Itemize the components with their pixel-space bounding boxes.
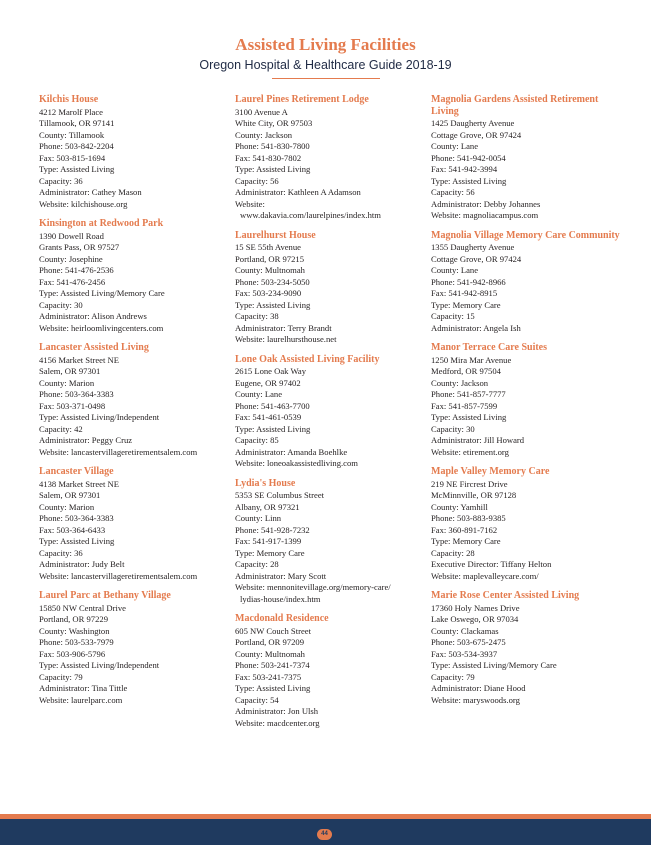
facility-detail-line: Administrator: Diane Hood — [431, 683, 526, 693]
facility-detail-line: Phone: 541-942-0054 — [431, 152, 506, 163]
facility-detail-line: County: Linn — [235, 513, 282, 523]
facility-name: Kilchis House — [39, 94, 99, 105]
facility-detail-line: Type: Assisted Living — [431, 175, 507, 186]
facility-detail-line: Portland, OR 97209 — [235, 637, 304, 647]
facility-detail-line: Website: heirloomlivingcenters.com — [39, 322, 164, 333]
facility-detail-line: 1425 Daugherty Avenue — [431, 118, 515, 128]
facility-detail-line: Website: lancastervillageretirementsalem.com — [39, 570, 198, 581]
facility-entry — [39, 218, 235, 334]
facility-detail-line: Website: — [235, 198, 265, 209]
facility-detail-line: Phone: 541-476-2536 — [39, 265, 114, 275]
facility-name: Marie Rose Center Assisted Living — [431, 590, 580, 601]
facility-detail-line: Fax: 541-857-7599 — [431, 400, 498, 411]
facility-detail-line: Fax: 503-241-7375 — [235, 671, 302, 682]
facility-detail-line: Salem, OR 97301 — [39, 366, 101, 376]
facility-detail-line: Capacity: 36 — [39, 547, 83, 558]
facility-detail-line: County: Yamhill — [431, 501, 488, 512]
facility-column-1 — [39, 94, 235, 714]
facility-detail-line: Website: loneoakassistedliving.com — [235, 458, 358, 468]
facility-detail-line: County: Lane — [431, 141, 479, 151]
facility-detail-line: Capacity: 28 — [431, 547, 475, 558]
facility-detail-line: Fax: 503-364-6433 — [39, 524, 106, 535]
facility-detail-line: 17360 Holy Names Drive — [431, 602, 520, 613]
facility-detail-line: 1355 Daugherty Avenue — [431, 242, 515, 252]
facility-detail-line: 1390 Dowell Road — [39, 230, 104, 241]
facility-detail-line: County: Lane — [235, 389, 283, 399]
facility-entry — [235, 354, 431, 470]
facility-detail-line: Administrator: Peggy Cruz — [39, 435, 133, 445]
facility-detail-line: Lake Oswego, OR 97034 — [431, 614, 519, 624]
facility-detail-line: Fax: 541-942-8915 — [431, 288, 498, 298]
facility-name: Lancaster Assisted Living — [39, 342, 149, 353]
facility-website-continuation: www.dakavia.com/laurelpines/index.htm — [240, 210, 381, 220]
facility-detail-line: County: Multnomah — [235, 648, 305, 659]
facility-detail-line: Phone: 541-942-8966 — [431, 276, 506, 287]
facility-detail-line: Executive Director: Tiffany Helton — [431, 559, 552, 569]
facility-entry — [39, 94, 235, 210]
facility-detail-line: Phone: 541-830-7800 — [235, 141, 310, 151]
facility-entry — [39, 466, 235, 582]
facility-detail-line: Website: macdcenter.org — [235, 717, 320, 728]
facility-detail-line: Grants Pass, OR 97527 — [39, 242, 120, 252]
facility-detail-line: Portland, OR 97229 — [39, 614, 108, 624]
facility-website-continuation: lydias-house/index.htm — [240, 593, 321, 604]
facility-detail-line: Fax: 503-371-0498 — [39, 400, 106, 411]
facility-name: Macdonald Residence — [235, 613, 329, 624]
facility-detail-line: Capacity: 38 — [235, 311, 279, 321]
facility-detail-line: Albany, OR 97321 — [235, 501, 300, 512]
facility-name: Laurelhurst House — [235, 229, 316, 241]
facility-detail-line: Fax: 541-942-3994 — [431, 164, 498, 174]
facility-detail-line: Fax: 541-461-0539 — [235, 412, 302, 422]
facility-detail-line: Type: Assisted Living — [39, 164, 115, 174]
facility-detail-line: County: Multnomah — [235, 265, 305, 275]
facility-name: Lydia's House — [235, 477, 296, 489]
facility-detail-line: Fax: 503-234-9090 — [235, 288, 302, 298]
facility-detail-line: 2615 Lone Oak Way — [235, 366, 306, 376]
facility-detail-line: Type: Assisted Living — [235, 299, 311, 310]
facility-detail-line: Website: lancastervillageretirementsalem.com — [39, 446, 198, 457]
facility-detail-line: Phone: 503-241-7374 — [235, 660, 310, 670]
facility-detail-line: Phone: 541-463-7700 — [235, 400, 310, 411]
facility-detail-line: County: Tillamook — [39, 129, 105, 140]
facility-entry — [431, 466, 627, 582]
facility-detail-line: 15850 NW Central Drive — [39, 602, 126, 613]
facility-detail-line: 4138 Market Street NE — [39, 478, 119, 489]
facility-entry — [431, 94, 627, 222]
facility-detail-line: County: Josephine — [39, 253, 103, 264]
facility-detail-line: Capacity: 28 — [235, 559, 279, 569]
facility-detail-line: Administrator: Amanda Boehlke — [235, 446, 348, 457]
facility-entry — [431, 342, 627, 458]
facility-detail-line: Type: Assisted Living — [235, 683, 311, 693]
facility-detail-line: Type: Assisted Living — [235, 423, 311, 434]
facility-detail-line: Capacity: 30 — [39, 299, 83, 310]
facility-detail-line: Website: laurelparc.com — [39, 694, 123, 705]
facility-detail-line: Type: Assisted Living/Independent — [39, 660, 160, 670]
facility-detail-line: Phone: 503-364-3383 — [39, 389, 114, 399]
facility-detail-line: Administrator: Jill Howard — [431, 435, 525, 445]
facility-name: Lancaster Village — [39, 466, 114, 477]
facility-detail-line: Phone: 503-675-2475 — [431, 637, 506, 647]
facility-detail-line: County: Marion — [39, 377, 95, 388]
facility-detail-line: Fax: 541-476-2456 — [39, 276, 106, 287]
facility-detail-line: Type: Assisted Living — [431, 412, 507, 422]
facility-detail-line: Administrator: Angela Ish — [431, 322, 521, 333]
facility-entry — [431, 590, 627, 706]
facility-name: Maple Valley Memory Care — [431, 466, 550, 477]
facility-detail-line: Phone: 503-842-2204 — [39, 141, 114, 151]
facility-detail-line: Administrator: Judy Belt — [39, 559, 125, 569]
facility-entry — [235, 478, 431, 606]
facility-detail-line: McMinnville, OR 97128 — [431, 490, 517, 500]
facility-name: Magnolia Village Memory Care Community — [431, 229, 620, 241]
facility-detail-line: Administrator: Terry Brandt — [235, 322, 332, 333]
facility-detail-line: Fax: 541-830-7802 — [235, 152, 302, 163]
facility-detail-line: County: Jackson — [235, 129, 293, 140]
facility-detail-line: 1250 Mira Mar Avenue — [431, 354, 512, 365]
facility-detail-line: Phone: 503-364-3383 — [39, 513, 114, 523]
header-divider — [272, 78, 380, 79]
facility-name: Kinsington at Redwood Park — [39, 218, 164, 229]
facility-detail-line: Capacity: 79 — [431, 671, 475, 682]
facility-detail-line: Website: etirement.org — [431, 446, 509, 457]
facility-name: Lone Oak Assisted Living Facility — [235, 353, 380, 365]
facility-detail-line: Cottage Grove, OR 97424 — [431, 253, 522, 264]
facility-detail-line: Type: Assisted Living — [39, 536, 115, 546]
facility-detail-line: Cottage Grove, OR 97424 — [431, 129, 522, 140]
facility-detail-line: Administrator: Debby Johannes — [431, 198, 541, 209]
facility-detail-line: Fax: 503-815-1694 — [39, 152, 106, 163]
facility-detail-line: Medford, OR 97504 — [431, 366, 501, 376]
facility-name: Laurel Parc at Bethany Village — [39, 590, 171, 601]
facility-detail-line: Phone: 503-234-5050 — [235, 276, 310, 287]
facility-detail-line: Type: Memory Care — [431, 299, 501, 310]
facility-column-3 — [431, 94, 627, 714]
facility-detail-line: Type: Memory Care — [431, 536, 501, 546]
facility-detail-line: 15 SE 55th Avenue — [235, 242, 301, 252]
facility-detail-line: Tillamook, OR 97141 — [39, 118, 115, 128]
page-header — [0, 34, 651, 79]
facility-detail-line: Salem, OR 97301 — [39, 490, 101, 500]
facility-detail-line: Phone: 541-928-7232 — [235, 524, 310, 535]
facility-entry — [39, 590, 235, 706]
facility-detail-line: Capacity: 79 — [39, 671, 83, 682]
facility-detail-line: 605 NW Couch Street — [235, 625, 311, 636]
facility-detail-line: Website: mennonitevillage.org/memory-care/ — [235, 582, 391, 592]
facility-entry — [235, 613, 431, 729]
facility-detail-line: Website: magnoliacampus.com — [431, 210, 539, 220]
facility-detail-line: Type: Assisted Living — [235, 164, 311, 174]
facility-detail-line: County: Jackson — [431, 377, 489, 388]
facility-detail-line: Portland, OR 97215 — [235, 253, 304, 264]
facility-detail-line: 3100 Avenue A — [235, 106, 288, 117]
facility-detail-line: Capacity: 30 — [431, 423, 475, 434]
facility-detail-line: Fax: 360-891-7162 — [431, 524, 498, 535]
facility-detail-line: County: Marion — [39, 501, 95, 512]
facility-detail-line: Website: maryswoods.org — [431, 694, 520, 705]
facility-entry — [431, 230, 627, 335]
facility-detail-line: Administrator: Cathey Mason — [39, 187, 142, 197]
facility-detail-line: County: Washington — [39, 625, 110, 636]
page-subtitle: Oregon Hospital & Healthcare Guide 2018-19 — [199, 58, 452, 72]
facility-detail-line: County: Clackamas — [431, 625, 499, 636]
facility-detail-line: Capacity: 56 — [235, 175, 279, 186]
facility-entry — [235, 230, 431, 346]
facility-detail-line: County: Lane — [431, 265, 479, 275]
facility-detail-line: Type: Assisted Living/Memory Care — [431, 660, 557, 670]
facility-detail-line: Phone: 503-883-9385 — [431, 513, 506, 523]
facility-detail-line: Fax: 503-906-5796 — [39, 648, 106, 659]
page-number: 44 — [317, 829, 332, 840]
facility-detail-line: Eugene, OR 97402 — [235, 377, 301, 388]
facility-detail-line: Capacity: 42 — [39, 423, 83, 434]
facility-detail-line: White City, OR 97503 — [235, 118, 313, 128]
facility-detail-line: Website: laurelhursthouse.net — [235, 334, 337, 344]
facility-detail-line: Capacity: 54 — [235, 694, 279, 705]
facility-detail-line: Website: maplevalleycare.com/ — [431, 570, 539, 581]
facility-detail-line: 219 NE Fircrest Drive — [431, 478, 508, 489]
facility-detail-line: Administrator: Alison Andrews — [39, 311, 147, 321]
facility-detail-line: Phone: 503-533-7979 — [39, 637, 114, 647]
page-title: Assisted Living Facilities — [235, 35, 416, 54]
facility-column-2 — [235, 94, 431, 737]
facility-detail-line: Type: Memory Care — [235, 547, 305, 558]
facility-detail-line: Fax: 503-534-3937 — [431, 648, 498, 659]
facility-name: Magnolia Gardens Assisted Retirement Living — [431, 94, 599, 117]
facility-name: Laurel Pines Retirement Lodge — [235, 94, 369, 105]
facility-detail-line: Capacity: 36 — [39, 175, 83, 186]
facility-entry — [235, 94, 431, 222]
facility-name: Manor Terrace Care Suites — [431, 342, 548, 353]
facility-detail-line: Administrator: Kathleen A Adamson — [235, 187, 361, 197]
facility-detail-line: Capacity: 56 — [431, 187, 475, 197]
facility-detail-line: Type: Assisted Living/Memory Care — [39, 288, 165, 298]
facility-detail-line: 4156 Market Street NE — [39, 354, 119, 365]
facility-detail-line: Fax: 541-917-1399 — [235, 536, 302, 546]
facility-detail-line: Website: kilchishouse.org — [39, 198, 128, 209]
facility-detail-line: Type: Assisted Living/Independent — [39, 412, 160, 422]
facility-detail-line: Capacity: 85 — [235, 435, 279, 445]
facility-detail-line: Administrator: Tina Tittle — [39, 683, 128, 693]
facility-detail-line: Administrator: Jon Ulsh — [235, 706, 319, 716]
facility-detail-line: Capacity: 15 — [431, 311, 475, 321]
facility-detail-line: 5353 SE Columbus Street — [235, 490, 325, 500]
facility-entry — [39, 342, 235, 458]
facility-detail-line: Administrator: Mary Scott — [235, 570, 327, 581]
facility-detail-line: 4212 Marolf Place — [39, 106, 103, 117]
facility-detail-line: Phone: 541-857-7777 — [431, 389, 506, 399]
